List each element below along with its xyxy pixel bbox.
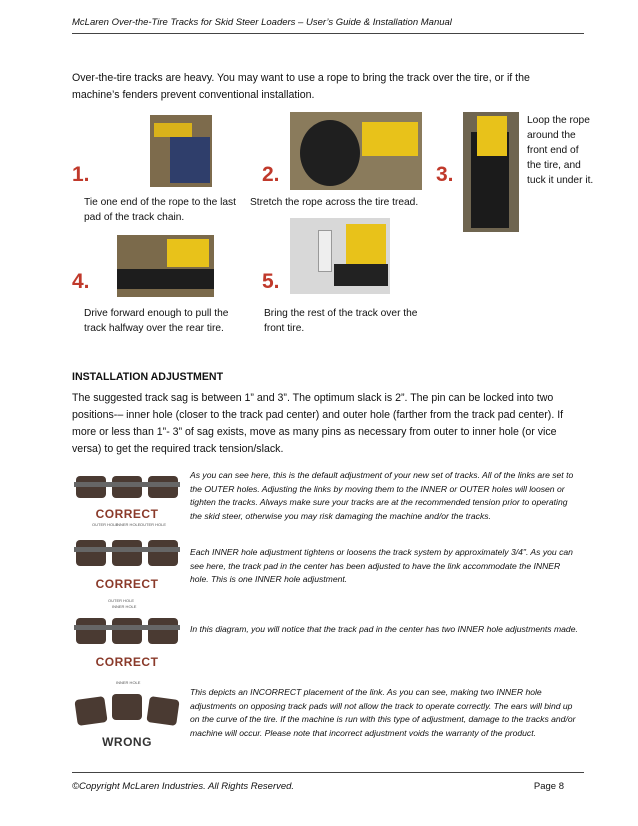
correct-stamp: CORRECT	[95, 577, 159, 591]
step-2-photo	[290, 112, 422, 190]
step-4-number: 4.	[72, 270, 90, 293]
inner-hole-label: INNER HOLE	[112, 604, 137, 609]
step-1-number: 1.	[72, 163, 90, 186]
correct-stamp: CORRECT	[95, 655, 159, 669]
step-1-caption: Tie one end of the rope to the last pad of the track chain.	[84, 197, 236, 223]
outer-hole-label: OUTER HOLE	[92, 522, 119, 527]
track-pads-graphic	[74, 470, 180, 502]
diagram-3	[74, 598, 180, 668]
track-pads-graphic	[74, 690, 180, 730]
inner-hole-label: INNER HOLE	[116, 680, 141, 685]
step-3-number: 3.	[436, 163, 454, 186]
footer-copyright: ©Copyright McLaren Industries. All Rights Reserved.	[72, 781, 295, 792]
page-header	[72, 17, 584, 34]
step-5-caption: Bring the rest of the track over the front tire.	[264, 308, 418, 334]
step-4-photo	[117, 235, 214, 297]
correct-stamp: CORRECT	[95, 507, 159, 521]
outer-hole-label: OUTER HOLE	[108, 598, 135, 603]
page-number: Page 8	[533, 781, 564, 792]
step-5-photo	[290, 218, 390, 294]
diagram-4-text: This depicts an INCORRECT placement of the link. As you can see, making two INNER hole adjustments on opposing track pads will not allow the track to operate correctly. The ears will bind up on the curve of the tire. If the machine is run with this type of adjustment, damage to the tracks and/or machine will occur. Please note that incorrect adjustment voids the warranty of the product.	[190, 687, 576, 738]
diagram-2-text: Each INNER hole adjustment tightens or loosens the track system by approximately 3/4". As you can see here, the track pad in the center has been adjusted to have the link accommodate the INNER hole. This is one INNER hole adjustment.	[190, 547, 573, 585]
step-5-number: 5.	[262, 270, 280, 293]
step-3-photo	[463, 112, 519, 232]
step-2-caption: Stretch the rope across the tire tread.	[250, 197, 419, 208]
diagram-4	[74, 680, 180, 750]
section-body: The suggested track sag is between 1” and 3”. The optimum slack is 2”. The pin can be locked into two positions-– inner hole (closer to the track pad center) and outer hole (farther from the track pad center). If more or less than 1”- 3” of sag exists, move as many pins as necessary from outer to inner hole (or vice versa) to get the required track tension/slack.	[72, 392, 564, 455]
header-title: McLaren Over-the-Tire Tracks for Skid Steer Loaders – User’s Guide & Installation Manual	[72, 17, 452, 28]
diagram-2	[74, 522, 180, 592]
inner-hole-label: INNER HOLE	[116, 522, 141, 527]
wrong-stamp: WRONG	[102, 735, 152, 749]
step-3-caption: Loop the rope around the front end of the tire, and tuck it under it.	[527, 115, 594, 186]
diagram-3-text: In this diagram, you will notice that the track pad in the center has two INNER hole adjustments made.	[190, 624, 578, 634]
section-title: INSTALLATION ADJUSTMENT	[72, 371, 224, 383]
track-pads-graphic	[74, 612, 180, 650]
step-1-photo	[150, 115, 212, 187]
intro-paragraph: Over-the-tire tracks are heavy. You may want to use a rope to bring the track over the tire, or if the machine’s fenders prevent conventional installation.	[72, 72, 530, 101]
outer-hole-label: OUTER HOLE	[140, 522, 167, 527]
diagram-1-text: As you can see here, this is the default adjustment of your new set of tracks. All of the links are set to the OUTER holes. Adjusting the links by moving them to the INNER or OUTER holes will loosen or tighten the tracks. Always make sure your tracks are at the recommended tension prior to operating the skid steer, otherwise you may risk damaging the machine and/or the tracks.	[190, 470, 574, 521]
diagram-1	[74, 470, 180, 520]
page-footer	[72, 772, 584, 792]
step-2-number: 2.	[262, 163, 280, 186]
track-pads-graphic	[74, 534, 180, 572]
step-4-caption: Drive forward enough to pull the track halfway over the rear tire.	[84, 308, 229, 334]
